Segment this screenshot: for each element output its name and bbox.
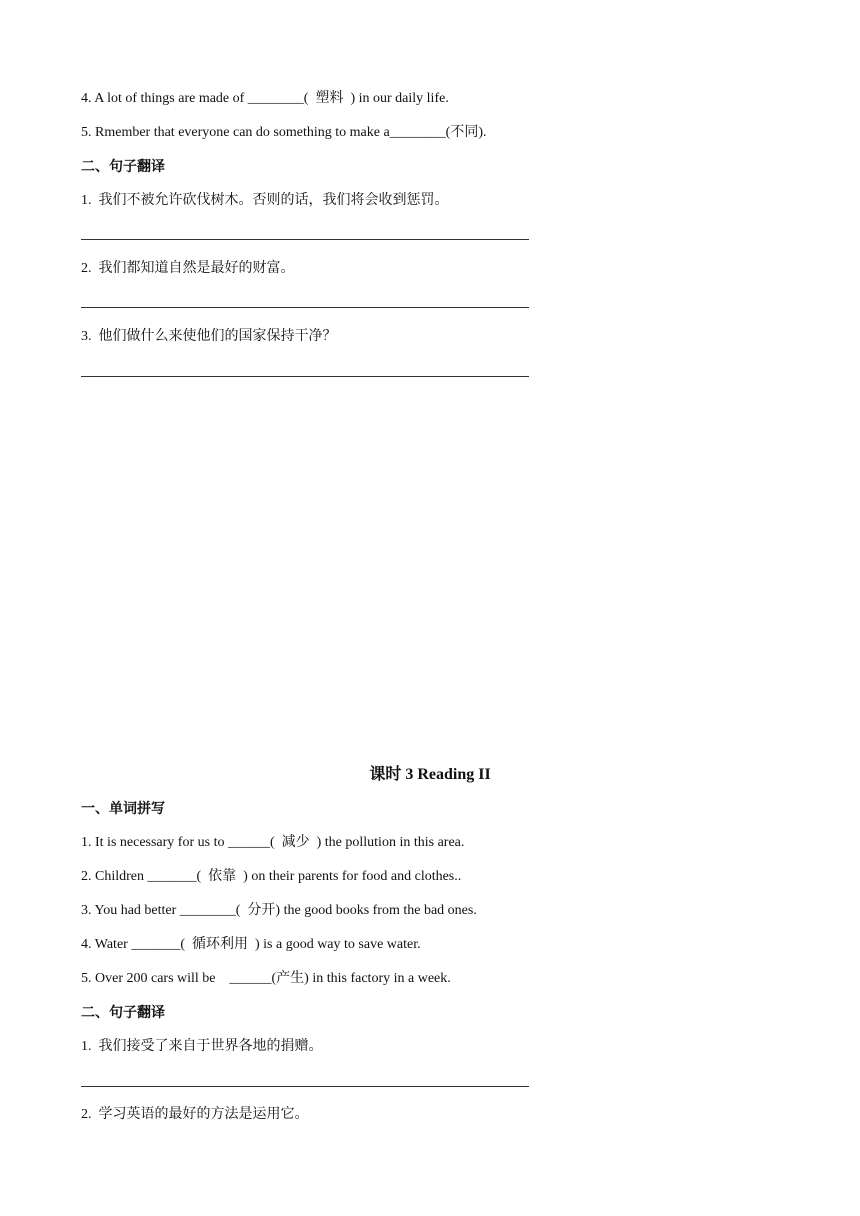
answer-line-p2-1 — [81, 1086, 529, 1087]
translation-item-2: 2. 我们都知道自然是最好的财富。 — [81, 261, 295, 276]
translation-item-3: 3. 他们做什么来使他们的国家保持干净？ — [81, 329, 337, 344]
section-title-spelling: 一、单词拼写 — [81, 801, 165, 817]
spelling-item-1: 1. It is necessary for us to ______( 减少 ) the pollution in this area. — [81, 835, 465, 850]
spelling-item-5: 5. Over 200 cars will be ______(产生) in this factory in a week. — [81, 971, 451, 986]
translation-item-1: 1. 我们不被允许砍伐树木。否则的话，我们将会收到惩罚。 — [81, 193, 449, 208]
translation-item-p2-1: 1. 我们接受了来自于世界各地的捐赠。 — [81, 1039, 323, 1054]
answer-line-2 — [81, 307, 529, 308]
spelling-item-4: 4. Water _______( 循环利用 ) is a good way to save water. — [81, 937, 421, 952]
answer-line-3 — [81, 376, 529, 377]
fill-item-4: 4. A lot of things are made of ________( 塑料 ) in our daily life. — [81, 91, 449, 106]
fill-item-5: 5. Rmember that everyone can do something to make a________(不同). — [81, 125, 487, 140]
section-title-translation: 二、句子翻译 — [81, 159, 165, 175]
spelling-item-3: 3. You had better ________( 分开) the good books from the bad ones. — [81, 903, 477, 918]
spelling-item-2: 2. Children _______( 依靠 ) on their parents for food and clothes.. — [81, 869, 462, 884]
lesson-title: 课时 3 Reading II — [369, 766, 491, 783]
translation-item-p2-2: 2. 学习英语的最好的方法是运用它。 — [81, 1107, 309, 1122]
section-title-translation-2: 二、句子翻译 — [81, 1005, 165, 1021]
answer-line-1 — [81, 239, 529, 240]
